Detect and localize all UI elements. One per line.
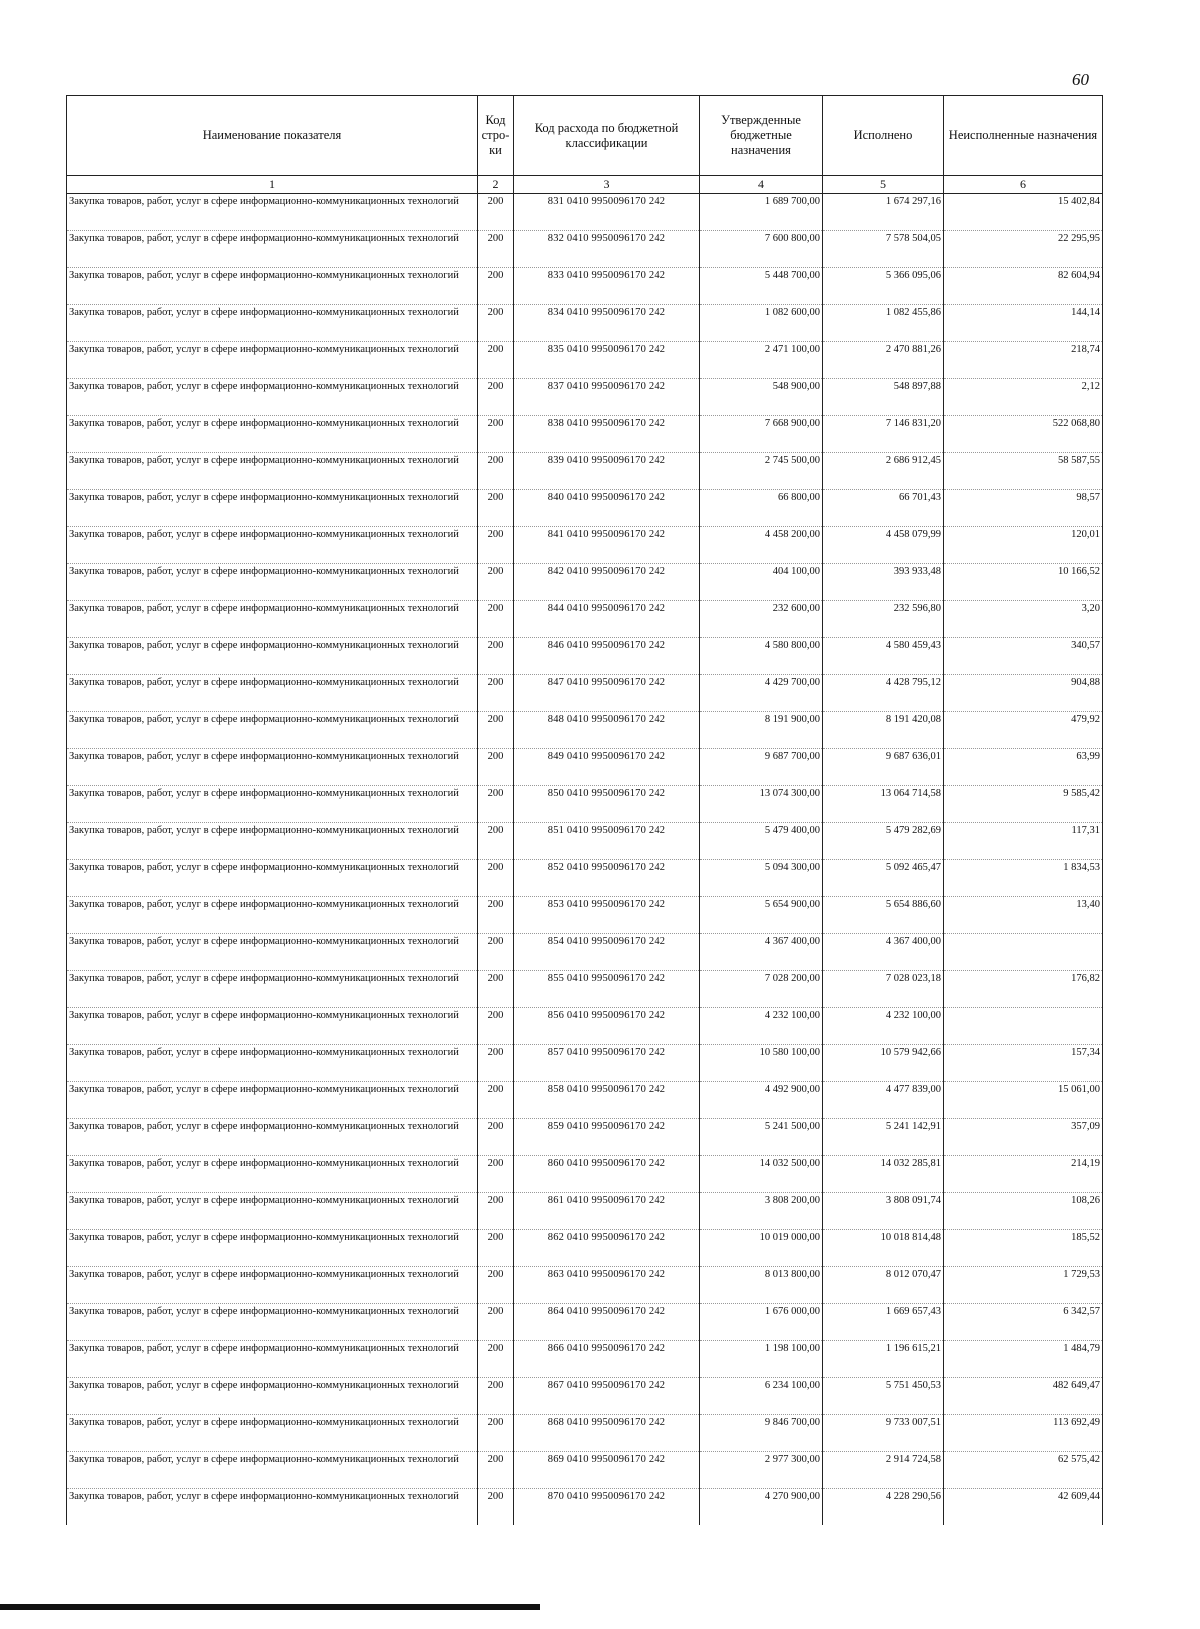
executed-amount-cell: 7 028 023,18 xyxy=(823,971,944,1008)
indicator-name-cell: Закупка товаров, работ, услуг в сфере информационно-коммуникационных технологий xyxy=(67,1489,478,1526)
approved-amount-cell: 10 019 000,00 xyxy=(700,1230,823,1267)
approved-amount-cell: 4 580 800,00 xyxy=(700,638,823,675)
table-row xyxy=(67,231,1103,268)
executed-amount-cell: 9 687 636,01 xyxy=(823,749,944,786)
indicator-name-cell: Закупка товаров, работ, услуг в сфере информационно-коммуникационных технологий xyxy=(67,1415,478,1452)
line-code-cell: 200 xyxy=(478,1119,514,1156)
line-code-cell: 200 xyxy=(478,194,514,231)
unexecuted-amount-cell: 340,57 xyxy=(944,638,1103,675)
table-row xyxy=(67,897,1103,934)
executed-amount-cell: 3 808 091,74 xyxy=(823,1193,944,1230)
column-number: 4 xyxy=(700,176,823,194)
scan-edge-line xyxy=(0,1604,540,1610)
budget-code-cell: 855 0410 9950096170 242 xyxy=(514,971,700,1008)
line-code-cell: 200 xyxy=(478,1045,514,1082)
indicator-name-cell: Закупка товаров, работ, услуг в сфере информационно-коммуникационных технологий xyxy=(67,416,478,453)
approved-amount-cell: 66 800,00 xyxy=(700,490,823,527)
indicator-name-cell: Закупка товаров, работ, услуг в сфере информационно-коммуникационных технологий xyxy=(67,1341,478,1378)
line-code-cell: 200 xyxy=(478,1008,514,1045)
approved-amount-cell: 4 270 900,00 xyxy=(700,1489,823,1526)
line-code-cell: 200 xyxy=(478,1230,514,1267)
approved-amount-cell: 4 367 400,00 xyxy=(700,934,823,971)
line-code-cell: 200 xyxy=(478,712,514,749)
budget-code-cell: 852 0410 9950096170 242 xyxy=(514,860,700,897)
table-row xyxy=(67,1452,1103,1489)
executed-amount-cell: 2 686 912,45 xyxy=(823,453,944,490)
budget-code-cell: 832 0410 9950096170 242 xyxy=(514,231,700,268)
approved-amount-cell: 8 191 900,00 xyxy=(700,712,823,749)
unexecuted-amount-cell: 904,88 xyxy=(944,675,1103,712)
table-row xyxy=(67,786,1103,823)
executed-amount-cell: 7 578 504,05 xyxy=(823,231,944,268)
indicator-name-cell: Закупка товаров, работ, услуг в сфере информационно-коммуникационных технологий xyxy=(67,1452,478,1489)
approved-amount-cell: 4 492 900,00 xyxy=(700,1082,823,1119)
executed-amount-cell: 4 477 839,00 xyxy=(823,1082,944,1119)
unexecuted-amount-cell: 176,82 xyxy=(944,971,1103,1008)
table-header xyxy=(67,96,1103,194)
approved-amount-cell: 10 580 100,00 xyxy=(700,1045,823,1082)
approved-amount-cell: 7 600 800,00 xyxy=(700,231,823,268)
table-row xyxy=(67,490,1103,527)
budget-code-cell: 838 0410 9950096170 242 xyxy=(514,416,700,453)
budget-code-cell: 839 0410 9950096170 242 xyxy=(514,453,700,490)
table-row xyxy=(67,1304,1103,1341)
column-number: 2 xyxy=(478,176,514,194)
table-row xyxy=(67,1082,1103,1119)
unexecuted-amount-cell: 9 585,42 xyxy=(944,786,1103,823)
approved-amount-cell: 14 032 500,00 xyxy=(700,1156,823,1193)
unexecuted-amount-cell: 113 692,49 xyxy=(944,1415,1103,1452)
line-code-cell: 200 xyxy=(478,490,514,527)
executed-amount-cell: 8 191 420,08 xyxy=(823,712,944,749)
table-row xyxy=(67,638,1103,675)
executed-amount-cell: 5 654 886,60 xyxy=(823,897,944,934)
table-row xyxy=(67,564,1103,601)
unexecuted-amount-cell: 82 604,94 xyxy=(944,268,1103,305)
unexecuted-amount-cell: 214,19 xyxy=(944,1156,1103,1193)
approved-amount-cell: 7 028 200,00 xyxy=(700,971,823,1008)
approved-amount-cell: 2 745 500,00 xyxy=(700,453,823,490)
line-code-cell: 200 xyxy=(478,1489,514,1526)
executed-amount-cell: 1 674 297,16 xyxy=(823,194,944,231)
executed-amount-cell: 5 751 450,53 xyxy=(823,1378,944,1415)
approved-amount-cell: 3 808 200,00 xyxy=(700,1193,823,1230)
line-code-cell: 200 xyxy=(478,564,514,601)
line-code-cell: 200 xyxy=(478,453,514,490)
table-row xyxy=(67,268,1103,305)
executed-amount-cell: 5 241 142,91 xyxy=(823,1119,944,1156)
executed-amount-cell: 66 701,43 xyxy=(823,490,944,527)
unexecuted-amount-cell: 15 061,00 xyxy=(944,1082,1103,1119)
indicator-name-cell: Закупка товаров, работ, услуг в сфере информационно-коммуникационных технологий xyxy=(67,379,478,416)
executed-amount-cell: 1 669 657,43 xyxy=(823,1304,944,1341)
budget-execution-table xyxy=(66,95,1103,1525)
executed-amount-cell: 232 596,80 xyxy=(823,601,944,638)
approved-amount-cell: 6 234 100,00 xyxy=(700,1378,823,1415)
budget-code-cell: 866 0410 9950096170 242 xyxy=(514,1341,700,1378)
indicator-name-cell: Закупка товаров, работ, услуг в сфере информационно-коммуникационных технологий xyxy=(67,490,478,527)
column-number: 6 xyxy=(944,176,1103,194)
unexecuted-amount-cell: 117,31 xyxy=(944,823,1103,860)
budget-code-cell: 846 0410 9950096170 242 xyxy=(514,638,700,675)
table-row xyxy=(67,379,1103,416)
executed-amount-cell: 4 458 079,99 xyxy=(823,527,944,564)
unexecuted-amount-cell: 10 166,52 xyxy=(944,564,1103,601)
unexecuted-amount-cell: 3,20 xyxy=(944,601,1103,638)
executed-amount-cell: 2 914 724,58 xyxy=(823,1452,944,1489)
unexecuted-amount-cell: 157,34 xyxy=(944,1045,1103,1082)
approved-amount-cell: 5 241 500,00 xyxy=(700,1119,823,1156)
approved-amount-cell: 5 094 300,00 xyxy=(700,860,823,897)
line-code-cell: 200 xyxy=(478,416,514,453)
budget-code-cell: 859 0410 9950096170 242 xyxy=(514,1119,700,1156)
table-row xyxy=(67,971,1103,1008)
approved-amount-cell: 548 900,00 xyxy=(700,379,823,416)
line-code-cell: 200 xyxy=(478,1156,514,1193)
header-executed: Исполнено xyxy=(823,96,944,176)
budget-code-cell: 842 0410 9950096170 242 xyxy=(514,564,700,601)
executed-amount-cell: 9 733 007,51 xyxy=(823,1415,944,1452)
unexecuted-amount-cell: 120,01 xyxy=(944,527,1103,564)
executed-amount-cell: 8 012 070,47 xyxy=(823,1267,944,1304)
table-row xyxy=(67,1378,1103,1415)
indicator-name-cell: Закупка товаров, работ, услуг в сфере информационно-коммуникационных технологий xyxy=(67,268,478,305)
budget-code-cell: 835 0410 9950096170 242 xyxy=(514,342,700,379)
approved-amount-cell: 1 198 100,00 xyxy=(700,1341,823,1378)
executed-amount-cell: 1 082 455,86 xyxy=(823,305,944,342)
budget-code-cell: 867 0410 9950096170 242 xyxy=(514,1378,700,1415)
budget-code-cell: 848 0410 9950096170 242 xyxy=(514,712,700,749)
approved-amount-cell: 2 977 300,00 xyxy=(700,1452,823,1489)
line-code-cell: 200 xyxy=(478,1452,514,1489)
table-row xyxy=(67,675,1103,712)
line-code-cell: 200 xyxy=(478,638,514,675)
unexecuted-amount-cell: 58 587,55 xyxy=(944,453,1103,490)
indicator-name-cell: Закупка товаров, работ, услуг в сфере информационно-коммуникационных технологий xyxy=(67,1045,478,1082)
line-code-cell: 200 xyxy=(478,231,514,268)
indicator-name-cell: Закупка товаров, работ, услуг в сфере информационно-коммуникационных технологий xyxy=(67,564,478,601)
table-row xyxy=(67,305,1103,342)
indicator-name-cell: Закупка товаров, работ, услуг в сфере информационно-коммуникационных технологий xyxy=(67,453,478,490)
indicator-name-cell: Закупка товаров, работ, услуг в сфере информационно-коммуникационных технологий xyxy=(67,1082,478,1119)
unexecuted-amount-cell: 522 068,80 xyxy=(944,416,1103,453)
executed-amount-cell: 1 196 615,21 xyxy=(823,1341,944,1378)
line-code-cell: 200 xyxy=(478,897,514,934)
unexecuted-amount-cell: 15 402,84 xyxy=(944,194,1103,231)
indicator-name-cell: Закупка товаров, работ, услуг в сфере информационно-коммуникационных технологий xyxy=(67,675,478,712)
indicator-name-cell: Закупка товаров, работ, услуг в сфере информационно-коммуникационных технологий xyxy=(67,1156,478,1193)
line-code-cell: 200 xyxy=(478,1304,514,1341)
executed-amount-cell: 393 933,48 xyxy=(823,564,944,601)
column-number: 5 xyxy=(823,176,944,194)
indicator-name-cell: Закупка товаров, работ, услуг в сфере информационно-коммуникационных технологий xyxy=(67,527,478,564)
table-row xyxy=(67,527,1103,564)
approved-amount-cell: 404 100,00 xyxy=(700,564,823,601)
column-number: 3 xyxy=(514,176,700,194)
table-row xyxy=(67,1119,1103,1156)
budget-code-cell: 850 0410 9950096170 242 xyxy=(514,786,700,823)
executed-amount-cell: 4 228 290,56 xyxy=(823,1489,944,1526)
approved-amount-cell: 8 013 800,00 xyxy=(700,1267,823,1304)
header-approved: Утвержденные бюджетные назначения xyxy=(700,96,823,176)
budget-code-cell: 868 0410 9950096170 242 xyxy=(514,1415,700,1452)
line-code-cell: 200 xyxy=(478,1193,514,1230)
line-code-cell: 200 xyxy=(478,1341,514,1378)
budget-code-cell: 854 0410 9950096170 242 xyxy=(514,934,700,971)
budget-code-cell: 841 0410 9950096170 242 xyxy=(514,527,700,564)
line-code-cell: 200 xyxy=(478,379,514,416)
line-code-cell: 200 xyxy=(478,305,514,342)
line-code-cell: 200 xyxy=(478,860,514,897)
unexecuted-amount-cell: 13,40 xyxy=(944,897,1103,934)
unexecuted-amount-cell: 22 295,95 xyxy=(944,231,1103,268)
approved-amount-cell: 5 654 900,00 xyxy=(700,897,823,934)
unexecuted-amount-cell: 482 649,47 xyxy=(944,1378,1103,1415)
table-row xyxy=(67,416,1103,453)
header-budget-code: Код расхода по бюджетной классификации xyxy=(514,96,700,176)
budget-code-cell: 847 0410 9950096170 242 xyxy=(514,675,700,712)
budget-code-cell: 856 0410 9950096170 242 xyxy=(514,1008,700,1045)
table-row xyxy=(67,1341,1103,1378)
indicator-name-cell: Закупка товаров, работ, услуг в сфере информационно-коммуникационных технологий xyxy=(67,1304,478,1341)
line-code-cell: 200 xyxy=(478,749,514,786)
approved-amount-cell: 13 074 300,00 xyxy=(700,786,823,823)
unexecuted-amount-cell: 63,99 xyxy=(944,749,1103,786)
table-row xyxy=(67,712,1103,749)
approved-amount-cell: 7 668 900,00 xyxy=(700,416,823,453)
table-row xyxy=(67,1415,1103,1452)
line-code-cell: 200 xyxy=(478,786,514,823)
indicator-name-cell: Закупка товаров, работ, услуг в сфере информационно-коммуникационных технологий xyxy=(67,305,478,342)
table-row xyxy=(67,1267,1103,1304)
executed-amount-cell: 5 092 465,47 xyxy=(823,860,944,897)
unexecuted-amount-cell: 108,26 xyxy=(944,1193,1103,1230)
indicator-name-cell: Закупка товаров, работ, услуг в сфере информационно-коммуникационных технологий xyxy=(67,194,478,231)
approved-amount-cell: 4 429 700,00 xyxy=(700,675,823,712)
line-code-cell: 200 xyxy=(478,823,514,860)
approved-amount-cell: 232 600,00 xyxy=(700,601,823,638)
approved-amount-cell: 2 471 100,00 xyxy=(700,342,823,379)
column-number: 1 xyxy=(67,176,478,194)
executed-amount-cell: 14 032 285,81 xyxy=(823,1156,944,1193)
executed-amount-cell: 4 232 100,00 xyxy=(823,1008,944,1045)
table-body xyxy=(67,194,1103,1526)
indicator-name-cell: Закупка товаров, работ, услуг в сфере информационно-коммуникационных технологий xyxy=(67,1267,478,1304)
unexecuted-amount-cell: 185,52 xyxy=(944,1230,1103,1267)
unexecuted-amount-cell: 218,74 xyxy=(944,342,1103,379)
table-row xyxy=(67,342,1103,379)
executed-amount-cell: 13 064 714,58 xyxy=(823,786,944,823)
approved-amount-cell: 4 458 200,00 xyxy=(700,527,823,564)
line-code-cell: 200 xyxy=(478,1082,514,1119)
budget-code-cell: 861 0410 9950096170 242 xyxy=(514,1193,700,1230)
unexecuted-amount-cell: 62 575,42 xyxy=(944,1452,1103,1489)
indicator-name-cell: Закупка товаров, работ, услуг в сфере информационно-коммуникационных технологий xyxy=(67,934,478,971)
budget-code-cell: 862 0410 9950096170 242 xyxy=(514,1230,700,1267)
indicator-name-cell: Закупка товаров, работ, услуг в сфере информационно-коммуникационных технологий xyxy=(67,897,478,934)
header-line-code: Код стро-ки xyxy=(478,96,514,176)
budget-code-cell: 870 0410 9950096170 242 xyxy=(514,1489,700,1526)
indicator-name-cell: Закупка товаров, работ, услуг в сфере информационно-коммуникационных технологий xyxy=(67,749,478,786)
executed-amount-cell: 7 146 831,20 xyxy=(823,416,944,453)
page-number: 60 xyxy=(1072,70,1089,89)
executed-amount-cell: 5 366 095,06 xyxy=(823,268,944,305)
line-code-cell: 200 xyxy=(478,1415,514,1452)
unexecuted-amount-cell: 98,57 xyxy=(944,490,1103,527)
indicator-name-cell: Закупка товаров, работ, услуг в сфере информационно-коммуникационных технологий xyxy=(67,860,478,897)
table-row xyxy=(67,1156,1103,1193)
table-row xyxy=(67,749,1103,786)
approved-amount-cell: 4 232 100,00 xyxy=(700,1008,823,1045)
approved-amount-cell: 5 448 700,00 xyxy=(700,268,823,305)
indicator-name-cell: Закупка товаров, работ, услуг в сфере информационно-коммуникационных технологий xyxy=(67,1230,478,1267)
line-code-cell: 200 xyxy=(478,601,514,638)
indicator-name-cell: Закупка товаров, работ, услуг в сфере информационно-коммуникационных технологий xyxy=(67,1119,478,1156)
budget-code-cell: 851 0410 9950096170 242 xyxy=(514,823,700,860)
indicator-name-cell: Закупка товаров, работ, услуг в сфере информационно-коммуникационных технологий xyxy=(67,971,478,1008)
unexecuted-amount-cell: 479,92 xyxy=(944,712,1103,749)
header-unexecuted: Неисполненные назначения xyxy=(944,96,1103,176)
unexecuted-amount-cell: 144,14 xyxy=(944,305,1103,342)
budget-code-cell: 837 0410 9950096170 242 xyxy=(514,379,700,416)
budget-code-cell: 858 0410 9950096170 242 xyxy=(514,1082,700,1119)
table-row xyxy=(67,860,1103,897)
budget-code-cell: 853 0410 9950096170 242 xyxy=(514,897,700,934)
line-code-cell: 200 xyxy=(478,342,514,379)
indicator-name-cell: Закупка товаров, работ, услуг в сфере информационно-коммуникационных технологий xyxy=(67,1193,478,1230)
executed-amount-cell: 2 470 881,26 xyxy=(823,342,944,379)
line-code-cell: 200 xyxy=(478,675,514,712)
executed-amount-cell: 4 428 795,12 xyxy=(823,675,944,712)
budget-code-cell: 831 0410 9950096170 242 xyxy=(514,194,700,231)
line-code-cell: 200 xyxy=(478,1267,514,1304)
indicator-name-cell: Закупка товаров, работ, услуг в сфере информационно-коммуникационных технологий xyxy=(67,342,478,379)
approved-amount-cell: 5 479 400,00 xyxy=(700,823,823,860)
budget-code-cell: 833 0410 9950096170 242 xyxy=(514,268,700,305)
table-row xyxy=(67,601,1103,638)
unexecuted-amount-cell: 357,09 xyxy=(944,1119,1103,1156)
approved-amount-cell: 1 082 600,00 xyxy=(700,305,823,342)
table-row xyxy=(67,453,1103,490)
line-code-cell: 200 xyxy=(478,1378,514,1415)
line-code-cell: 200 xyxy=(478,971,514,1008)
budget-code-cell: 840 0410 9950096170 242 xyxy=(514,490,700,527)
budget-code-cell: 864 0410 9950096170 242 xyxy=(514,1304,700,1341)
unexecuted-amount-cell: 1 729,53 xyxy=(944,1267,1103,1304)
budget-code-cell: 857 0410 9950096170 242 xyxy=(514,1045,700,1082)
indicator-name-cell: Закупка товаров, работ, услуг в сфере информационно-коммуникационных технологий xyxy=(67,1378,478,1415)
indicator-name-cell: Закупка товаров, работ, услуг в сфере информационно-коммуникационных технологий xyxy=(67,601,478,638)
table-row xyxy=(67,1489,1103,1526)
unexecuted-amount-cell: 42 609,44 xyxy=(944,1489,1103,1526)
line-code-cell: 200 xyxy=(478,934,514,971)
indicator-name-cell: Закупка товаров, работ, услуг в сфере информационно-коммуникационных технологий xyxy=(67,1008,478,1045)
unexecuted-amount-cell xyxy=(944,934,1103,971)
executed-amount-cell: 5 479 282,69 xyxy=(823,823,944,860)
line-code-cell: 200 xyxy=(478,268,514,305)
table-row xyxy=(67,823,1103,860)
budget-code-cell: 863 0410 9950096170 242 xyxy=(514,1267,700,1304)
table-row xyxy=(67,934,1103,971)
approved-amount-cell: 9 846 700,00 xyxy=(700,1415,823,1452)
approved-amount-cell: 1 689 700,00 xyxy=(700,194,823,231)
indicator-name-cell: Закупка товаров, работ, услуг в сфере информационно-коммуникационных технологий xyxy=(67,638,478,675)
indicator-name-cell: Закупка товаров, работ, услуг в сфере информационно-коммуникационных технологий xyxy=(67,786,478,823)
table-row xyxy=(67,1008,1103,1045)
executed-amount-cell: 4 580 459,43 xyxy=(823,638,944,675)
table-row xyxy=(67,1230,1103,1267)
unexecuted-amount-cell: 2,12 xyxy=(944,379,1103,416)
unexecuted-amount-cell: 6 342,57 xyxy=(944,1304,1103,1341)
approved-amount-cell: 9 687 700,00 xyxy=(700,749,823,786)
indicator-name-cell: Закупка товаров, работ, услуг в сфере информационно-коммуникационных технологий xyxy=(67,712,478,749)
table-row xyxy=(67,194,1103,231)
header-indicator-name: Наименование показателя xyxy=(67,96,478,176)
unexecuted-amount-cell xyxy=(944,1008,1103,1045)
executed-amount-cell: 10 018 814,48 xyxy=(823,1230,944,1267)
indicator-name-cell: Закупка товаров, работ, услуг в сфере информационно-коммуникационных технологий xyxy=(67,231,478,268)
budget-code-cell: 834 0410 9950096170 242 xyxy=(514,305,700,342)
table-row xyxy=(67,1045,1103,1082)
budget-code-cell: 869 0410 9950096170 242 xyxy=(514,1452,700,1489)
indicator-name-cell: Закупка товаров, работ, услуг в сфере информационно-коммуникационных технологий xyxy=(67,823,478,860)
column-number-row xyxy=(67,176,1103,194)
approved-amount-cell: 1 676 000,00 xyxy=(700,1304,823,1341)
budget-code-cell: 860 0410 9950096170 242 xyxy=(514,1156,700,1193)
budget-code-cell: 849 0410 9950096170 242 xyxy=(514,749,700,786)
executed-amount-cell: 10 579 942,66 xyxy=(823,1045,944,1082)
budget-code-cell: 844 0410 9950096170 242 xyxy=(514,601,700,638)
unexecuted-amount-cell: 1 484,79 xyxy=(944,1341,1103,1378)
unexecuted-amount-cell: 1 834,53 xyxy=(944,860,1103,897)
table-row xyxy=(67,1193,1103,1230)
executed-amount-cell: 548 897,88 xyxy=(823,379,944,416)
line-code-cell: 200 xyxy=(478,527,514,564)
executed-amount-cell: 4 367 400,00 xyxy=(823,934,944,971)
